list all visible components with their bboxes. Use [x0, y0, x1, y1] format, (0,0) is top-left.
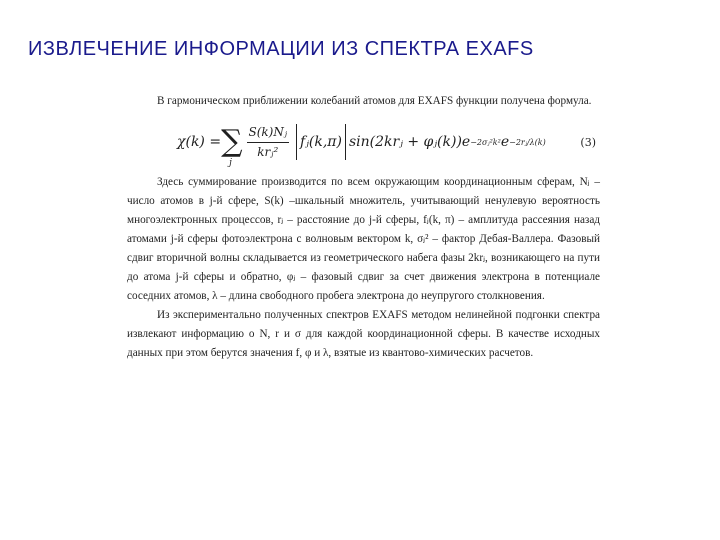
intro-paragraph: В гармоническом приближении колебаний атомов для EXAFS функции получена формула. — [157, 95, 592, 107]
document-body — [127, 92, 600, 363]
fraction-numerator: S(k)Nⱼ — [247, 123, 290, 143]
equation-number: (3) — [580, 136, 596, 149]
formula-lhs: χ(k) = — [177, 133, 222, 150]
fraction-denominator: krⱼ² — [257, 144, 279, 159]
formula-fraction — [247, 123, 290, 162]
abs-bar-right — [345, 124, 346, 160]
fitting-paragraph: Из экспериментально полученных спектров EXAFS методом нелинейной подгонки спектра извлекают информацию о N, r и σ для каждой координационной сферы. В качестве исходных данных при этом берутся значения f, φ и λ, взятые из квантово-химических расчетов. — [127, 309, 600, 359]
definitions-paragraph: Здесь суммирование производится по всем окружающим координационным сферам, Nⱼ – число атомов в j-й сфере, S(k) –шкальный множитель, учитывающий ненулевую вероятность многоэлектронных процессов, rⱼ – расстояние до j-й сферы, fⱼ(k, π) – амплитуда рассеяния назад атомами j-й сферы фотоэлектрона с волновым вектором k, σⱼ² – фактор Дебая-Валлера. Фазовый сдвиг вторичной волны складывается из геометрического набега фазы 2krⱼ, возникающего на пути до атома j-й сферы и обратно, φⱼ – фазовый сдвиг за счет движения электрона в потенциале соседних атомов, λ – длина свободного пробега электрона до неупругого столкновения. — [127, 176, 600, 302]
second-exp-base: e — [500, 133, 510, 150]
sine-term: sin(2krⱼ + φⱼ(k))e — [348, 133, 471, 150]
debye-waller-exponent: −2σⱼ²k² — [470, 137, 501, 147]
mean-free-path-exponent: −2rⱼ/λ(k) — [509, 137, 546, 147]
sum-index: j — [229, 158, 232, 168]
exafs-formula — [127, 111, 600, 173]
abs-bar-left — [296, 124, 297, 160]
slide-title: ИЗВЛЕЧЕНИЕ ИНФОРМАЦИИ ИЗ СПЕКТРА EXAFS — [28, 38, 534, 60]
formula-expression — [177, 115, 546, 169]
sum-symbol: ∑ j — [221, 124, 243, 168]
amplitude-term: fⱼ(k,π) — [300, 133, 342, 150]
